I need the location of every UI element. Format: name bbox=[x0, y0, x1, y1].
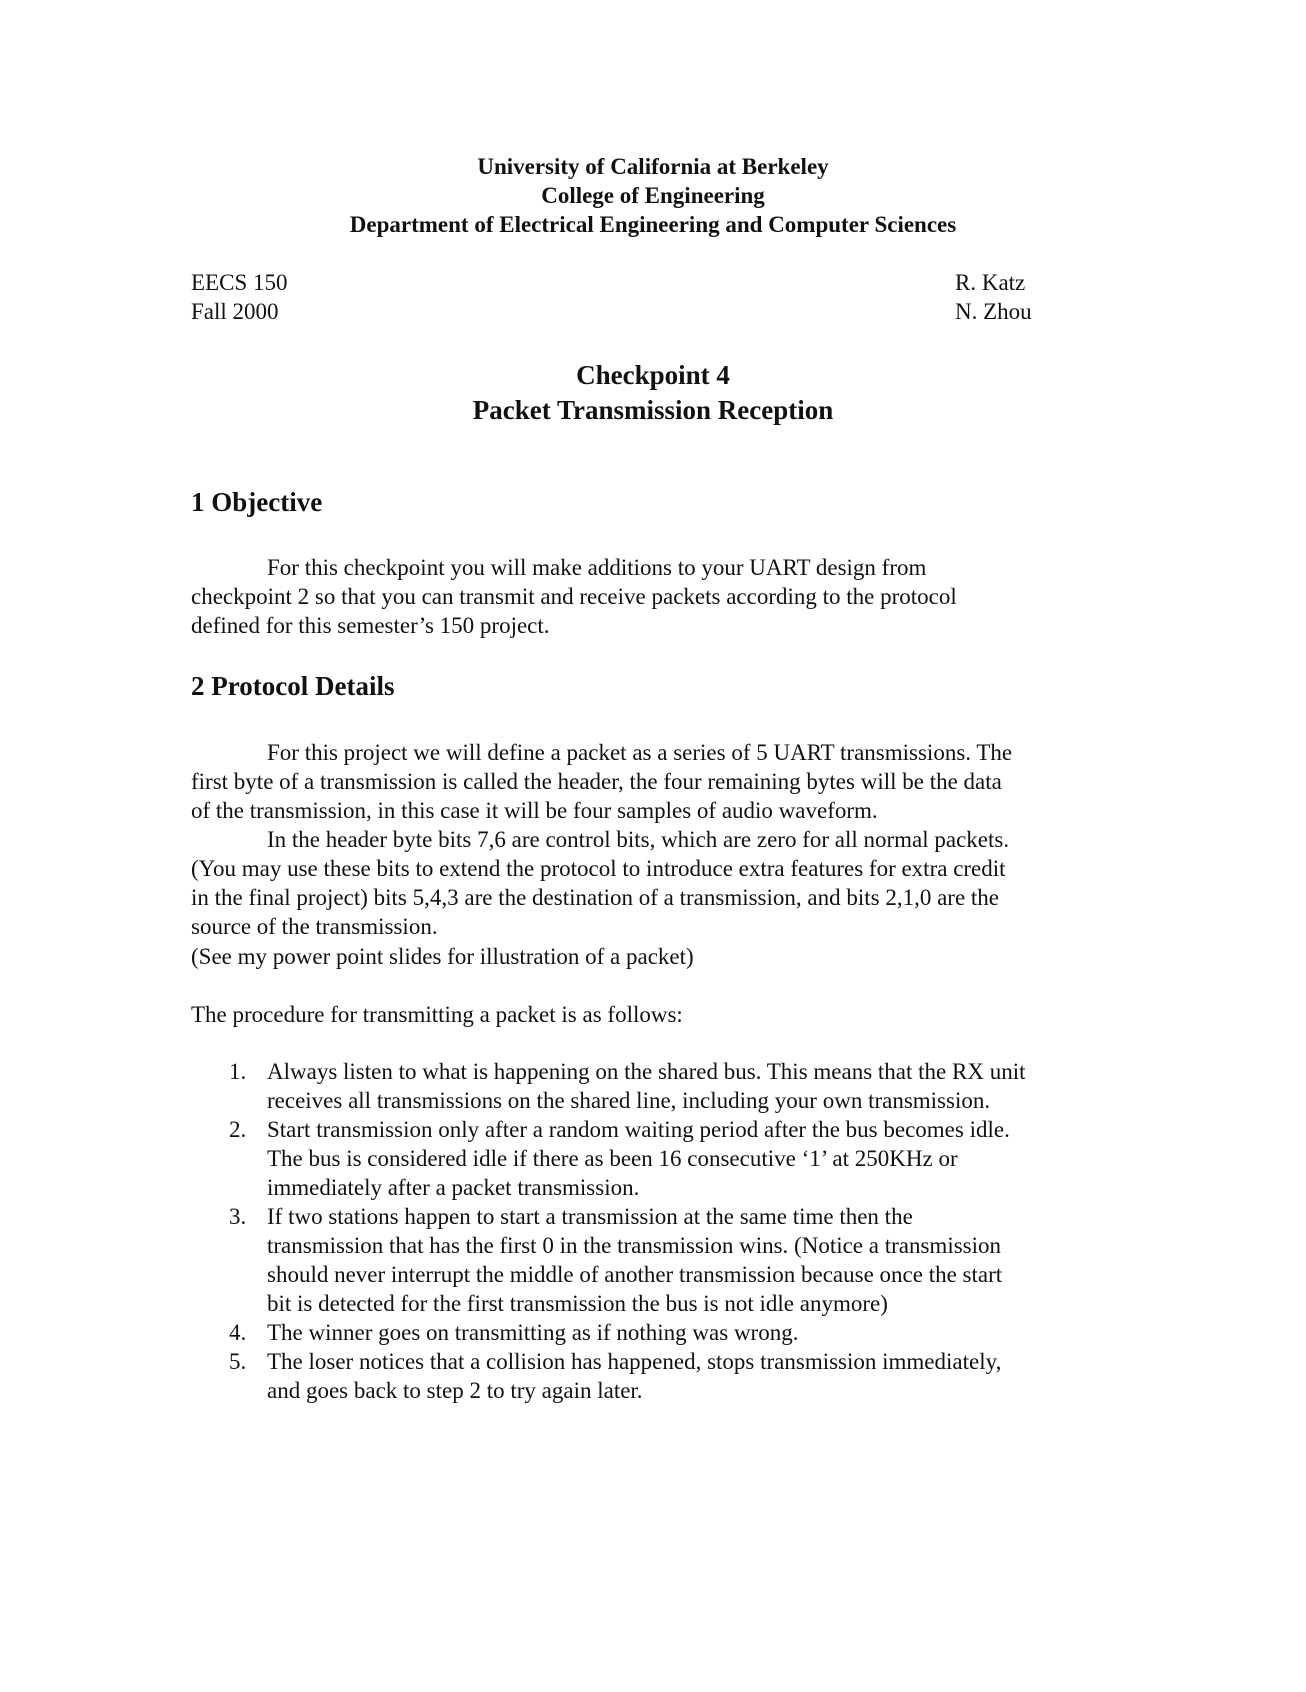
university-name: University of California at Berkeley bbox=[477, 154, 829, 179]
course-number: EECS 150 bbox=[191, 270, 288, 295]
author-katz: R. Katz bbox=[955, 270, 1026, 295]
protocol-paragraph bbox=[191, 738, 1111, 941]
course-term: Fall 2000 bbox=[191, 299, 279, 324]
procedure-intro bbox=[191, 1000, 1111, 1029]
author-info bbox=[955, 268, 1032, 326]
list-item bbox=[191, 1202, 1111, 1318]
list-item-line: receives all transmissions on the shared line, including your own transmission. bbox=[267, 1088, 991, 1113]
list-item-line: If two stations happen to start a transmission at the same time then the bbox=[267, 1204, 913, 1229]
department-name: Department of Electrical Engineering and Computer Sciences bbox=[349, 212, 957, 237]
list-item-line: bit is detected for the first transmission the bus is not idle anymore) bbox=[267, 1291, 888, 1316]
title-subject: Packet Transmission Reception bbox=[472, 395, 834, 425]
list-item-line: The loser notices that a collision has happened, stops transmission immediately, bbox=[267, 1349, 1002, 1374]
college-name: College of Engineering bbox=[541, 183, 765, 208]
paragraph-line: In the header byte bits 7,6 are control bits, which are zero for all normal packets. bbox=[267, 827, 1010, 852]
paragraph-line: defined for this semester’s 150 project. bbox=[191, 613, 550, 638]
list-item-number: 4. bbox=[229, 1320, 247, 1345]
list-item-line: immediately after a packet transmission. bbox=[267, 1175, 640, 1200]
list-item-line: transmission that has the first 0 in the transmission wins. (Notice a transmission bbox=[267, 1233, 1002, 1258]
document-title bbox=[0, 358, 1306, 428]
paragraph-line: For this checkpoint you will make additions to your UART design from bbox=[267, 555, 927, 580]
paragraph-line: source of the transmission. bbox=[191, 914, 438, 939]
list-item-line: Always listen to what is happening on the shared bus. This means that the RX unit bbox=[267, 1059, 1026, 1084]
institution-header bbox=[0, 152, 1306, 239]
list-item-number: 3. bbox=[229, 1204, 247, 1229]
paragraph-line: (You may use these bits to extend the protocol to introduce extra features for extra credit bbox=[191, 856, 1006, 881]
paragraph-line: first byte of a transmission is called the header, the four remaining bytes will be the data bbox=[191, 769, 1002, 794]
list-item-line: should never interrupt the middle of another transmission because once the start bbox=[267, 1262, 1003, 1287]
list-item bbox=[191, 1318, 1111, 1347]
list-item-number: 5. bbox=[229, 1349, 247, 1374]
list-item-number: 2. bbox=[229, 1117, 247, 1142]
section-heading-protocol: 2 Protocol Details bbox=[191, 671, 395, 701]
author-zhou: N. Zhou bbox=[955, 299, 1032, 324]
list-item bbox=[191, 1057, 1111, 1115]
paragraph-line: The procedure for transmitting a packet is as follows: bbox=[191, 1002, 683, 1027]
paragraph-line: of the transmission, in this case it will be four samples of audio waveform. bbox=[191, 798, 878, 823]
slides-note bbox=[191, 942, 1111, 971]
list-item-line: The bus is considered idle if there as been 16 consecutive ‘1’ at 250KHz or bbox=[267, 1146, 958, 1171]
paragraph-line: in the final project) bits 5,4,3 are the destination of a transmission, and bits 2,1,0 are the bbox=[191, 885, 999, 910]
objective-paragraph bbox=[191, 553, 1111, 640]
paragraph-line: checkpoint 2 so that you can transmit and receive packets according to the protocol bbox=[191, 584, 957, 609]
course-info bbox=[191, 268, 287, 326]
section-heading-objective: 1 Objective bbox=[191, 487, 323, 517]
list-item-line: and goes back to step 2 to try again later. bbox=[267, 1378, 643, 1403]
paragraph-line: For this project we will define a packet as a series of 5 UART transmissions. The bbox=[267, 740, 1013, 765]
list-item bbox=[191, 1115, 1111, 1202]
procedure-steps-list bbox=[191, 1057, 1111, 1405]
list-item-line: Start transmission only after a random waiting period after the bus becomes idle. bbox=[267, 1117, 1010, 1142]
paragraph-line: (See my power point slides for illustration of a packet) bbox=[191, 944, 694, 969]
list-item bbox=[191, 1347, 1111, 1405]
list-item-number: 1. bbox=[229, 1059, 247, 1084]
title-checkpoint: Checkpoint 4 bbox=[576, 360, 730, 390]
list-item-line: The winner goes on transmitting as if nothing was wrong. bbox=[267, 1320, 799, 1345]
